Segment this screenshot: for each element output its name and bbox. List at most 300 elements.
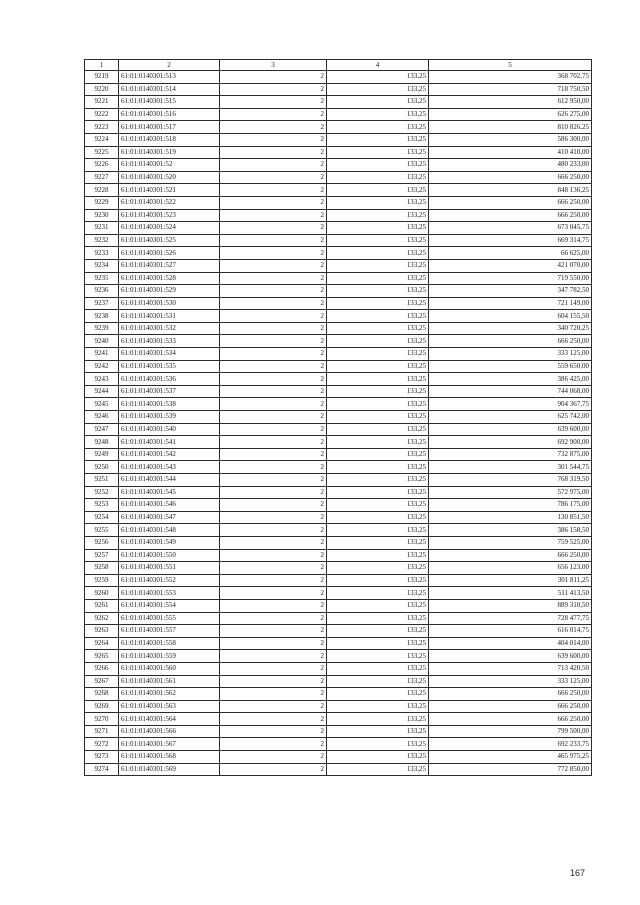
cadastral-number-cell: 61:01:0140301:561 [119,675,220,688]
table-row [85,310,592,323]
row-number-cell: 9231 [85,222,119,235]
cadastral-number-cell: 61:01:0140301:522 [119,196,220,209]
row-number-cell: 9238 [85,310,119,323]
row-number-cell: 9242 [85,360,119,373]
rate-cell: 133,25 [327,272,429,285]
rate-cell: 133,25 [327,360,429,373]
cadastral-number-cell: 61:01:0140301:534 [119,348,220,361]
row-number-cell: 9232 [85,234,119,247]
row-number-cell: 9258 [85,562,119,575]
rate-cell: 133,25 [327,121,429,134]
rate-cell: 133,25 [327,700,429,713]
row-number-cell: 9256 [85,536,119,549]
rate-cell: 133,25 [327,335,429,348]
value-cell: 368 702,75 [429,71,592,84]
cadastral-number-cell: 61:01:0140301:547 [119,511,220,524]
row-number-cell: 9227 [85,171,119,184]
value-cell: 404 014,00 [429,637,592,650]
table-row [85,423,592,436]
count-cell: 2 [220,385,327,398]
table-row [85,108,592,121]
value-cell: 480 233,00 [429,159,592,172]
row-number-cell: 9234 [85,259,119,272]
column-header-4: 4 [327,60,429,71]
cadastral-number-cell: 61:01:0140301:560 [119,662,220,675]
count-cell: 2 [220,511,327,524]
rate-cell: 133,25 [327,436,429,449]
rate-cell: 133,25 [327,373,429,386]
value-cell: 465 975,25 [429,751,592,764]
row-number-cell: 9249 [85,448,119,461]
rate-cell: 133,25 [327,423,429,436]
count-cell: 2 [220,196,327,209]
cadastral-number-cell: 61:01:0140301:568 [119,751,220,764]
count-cell: 2 [220,675,327,688]
row-number-cell: 9230 [85,209,119,222]
rate-cell: 133,25 [327,549,429,562]
count-cell: 2 [220,121,327,134]
table-row [85,499,592,512]
value-cell: 386 425,00 [429,373,592,386]
rate-cell: 133,25 [327,763,429,776]
rate-cell: 133,25 [327,662,429,675]
count-cell: 2 [220,662,327,675]
value-cell: 604 155,50 [429,310,592,323]
value-cell: 721 149,00 [429,297,592,310]
cadastral-number-cell: 61:01:0140301:567 [119,738,220,751]
rate-cell: 133,25 [327,310,429,323]
count-cell: 2 [220,285,327,298]
cadastral-number-cell: 61:01:0140301:531 [119,310,220,323]
count-cell: 2 [220,461,327,474]
value-cell: 66 625,00 [429,247,592,260]
count-cell: 2 [220,574,327,587]
count-cell: 2 [220,411,327,424]
row-number-cell: 9254 [85,511,119,524]
cadastral-number-cell: 61:01:0140301:527 [119,259,220,272]
value-cell: 848 136,25 [429,184,592,197]
rate-cell: 133,25 [327,448,429,461]
rate-cell: 133,25 [327,348,429,361]
table-row [85,461,592,474]
table-row [85,612,592,625]
rate-cell: 133,25 [327,536,429,549]
rate-cell: 133,25 [327,713,429,726]
value-cell: 728 477,75 [429,612,592,625]
rate-cell: 133,25 [327,285,429,298]
cadastral-number-cell: 61:01:0140301:540 [119,423,220,436]
cadastral-number-cell: 61:01:0140301:559 [119,650,220,663]
count-cell: 2 [220,700,327,713]
rate-cell: 133,25 [327,511,429,524]
table-row [85,285,592,298]
rate-cell: 133,25 [327,159,429,172]
rate-cell: 133,25 [327,474,429,487]
count-cell: 2 [220,322,327,335]
row-number-cell: 9240 [85,335,119,348]
column-header-2: 2 [119,60,220,71]
row-number-cell: 9244 [85,385,119,398]
rate-cell: 133,25 [327,599,429,612]
value-cell: 744 068,00 [429,385,592,398]
table-row [85,71,592,84]
cadastral-number-cell: 61:01:0140301:515 [119,96,220,109]
value-cell: 692 900,00 [429,436,592,449]
value-cell: 718 750,50 [429,83,592,96]
rate-cell: 133,25 [327,650,429,663]
table-row [85,486,592,499]
cadastral-number-cell: 61:01:0140301:546 [119,499,220,512]
table-row [85,146,592,159]
value-cell: 666 250,00 [429,549,592,562]
value-cell: 810 826,25 [429,121,592,134]
table-row [85,398,592,411]
count-cell: 2 [220,83,327,96]
cadastral-number-cell: 61:01:0140301:554 [119,599,220,612]
value-cell: 772 850,00 [429,763,592,776]
value-cell: 421 070,00 [429,259,592,272]
rate-cell: 133,25 [327,461,429,474]
cadastral-number-cell: 61:01:0140301:528 [119,272,220,285]
cadastral-number-cell: 61:01:0140301:553 [119,587,220,600]
rate-cell: 133,25 [327,562,429,575]
count-cell: 2 [220,96,327,109]
count-cell: 2 [220,637,327,650]
rate-cell: 133,25 [327,297,429,310]
row-number-cell: 9265 [85,650,119,663]
count-cell: 2 [220,587,327,600]
count-cell: 2 [220,373,327,386]
table-row [85,348,592,361]
table-row [85,738,592,751]
rate-cell: 133,25 [327,222,429,235]
value-cell: 333 125,00 [429,348,592,361]
rate-cell: 133,25 [327,146,429,159]
count-cell: 2 [220,763,327,776]
row-number-cell: 9239 [85,322,119,335]
value-cell: 666 250,00 [429,196,592,209]
cadastral-number-cell: 61:01:0140301:552 [119,574,220,587]
row-number-cell: 9243 [85,373,119,386]
table-row [85,650,592,663]
cadastral-number-cell: 61:01:0140301:555 [119,612,220,625]
table-header-row [85,60,592,71]
cadastral-number-cell: 61:01:0140301:526 [119,247,220,260]
table-row [85,587,592,600]
cadastral-number-cell: 61:01:0140301:523 [119,209,220,222]
table-row [85,297,592,310]
value-cell: 340 720,25 [429,322,592,335]
cadastral-number-cell: 61:01:0140301:549 [119,536,220,549]
row-number-cell: 9263 [85,625,119,638]
count-cell: 2 [220,259,327,272]
rate-cell: 133,25 [327,209,429,222]
rate-cell: 133,25 [327,637,429,650]
count-cell: 2 [220,398,327,411]
table-row [85,700,592,713]
row-number-cell: 9267 [85,675,119,688]
cadastral-number-cell: 61:01:0140301:543 [119,461,220,474]
table-row [85,373,592,386]
row-number-cell: 9250 [85,461,119,474]
table-row [85,524,592,537]
table-row [85,549,592,562]
table-row [85,411,592,424]
table-row [85,448,592,461]
rate-cell: 133,25 [327,612,429,625]
row-number-cell: 9222 [85,108,119,121]
row-number-cell: 9272 [85,738,119,751]
cadastral-number-cell: 61:01:0140301:533 [119,335,220,348]
cadastral-number-cell: 61:01:0140301:548 [119,524,220,537]
cadastral-number-cell: 61:01:0140301:562 [119,688,220,701]
count-cell: 2 [220,360,327,373]
table-row [85,436,592,449]
table-row [85,171,592,184]
rate-cell: 133,25 [327,738,429,751]
row-number-cell: 9237 [85,297,119,310]
row-number-cell: 9229 [85,196,119,209]
count-cell: 2 [220,650,327,663]
count-cell: 2 [220,599,327,612]
row-number-cell: 9269 [85,700,119,713]
table-row [85,562,592,575]
cadastral-number-cell: 61:01:0140301:558 [119,637,220,650]
value-cell: 626 275,00 [429,108,592,121]
value-cell: 719 550,00 [429,272,592,285]
table-row [85,385,592,398]
count-cell: 2 [220,524,327,537]
rate-cell: 133,25 [327,486,429,499]
value-cell: 768 319,50 [429,474,592,487]
table-row [85,259,592,272]
row-number-cell: 9255 [85,524,119,537]
row-number-cell: 9268 [85,688,119,701]
count-cell: 2 [220,146,327,159]
value-cell: 586 300,00 [429,133,592,146]
row-number-cell: 9248 [85,436,119,449]
table-row [85,625,592,638]
table-row [85,222,592,235]
table-row [85,247,592,260]
count-cell: 2 [220,549,327,562]
column-header-3: 3 [220,60,327,71]
table-row [85,360,592,373]
rate-cell: 133,25 [327,688,429,701]
rate-cell: 133,25 [327,171,429,184]
value-cell: 347 782,50 [429,285,592,298]
table-row [85,763,592,776]
value-cell: 666 250,00 [429,335,592,348]
cadastral-number-cell: 61:01:0140301:52 [119,159,220,172]
count-cell: 2 [220,184,327,197]
row-number-cell: 9219 [85,71,119,84]
row-number-cell: 9264 [85,637,119,650]
count-cell: 2 [220,536,327,549]
row-number-cell: 9260 [85,587,119,600]
rate-cell: 133,25 [327,108,429,121]
count-cell: 2 [220,423,327,436]
rate-cell: 133,25 [327,499,429,512]
value-cell: 410 410,00 [429,146,592,159]
rate-cell: 133,25 [327,96,429,109]
cadastral-number-cell: 61:01:0140301:564 [119,713,220,726]
rate-cell: 133,25 [327,574,429,587]
value-cell: 732 875,00 [429,448,592,461]
cadastral-number-cell: 61:01:0140301:542 [119,448,220,461]
value-cell: 889 310,50 [429,599,592,612]
count-cell: 2 [220,725,327,738]
value-cell: 904 367,75 [429,398,592,411]
rate-cell: 133,25 [327,184,429,197]
table-row [85,751,592,764]
table-row [85,675,592,688]
row-number-cell: 9261 [85,599,119,612]
rate-cell: 133,25 [327,71,429,84]
row-number-cell: 9246 [85,411,119,424]
table-row [85,713,592,726]
table-row [85,725,592,738]
count-cell: 2 [220,335,327,348]
row-number-cell: 9245 [85,398,119,411]
rate-cell: 133,25 [327,725,429,738]
cadastral-number-cell: 61:01:0140301:569 [119,763,220,776]
row-number-cell: 9251 [85,474,119,487]
value-cell: 511 413,50 [429,587,592,600]
count-cell: 2 [220,133,327,146]
value-cell: 625 742,00 [429,411,592,424]
row-number-cell: 9223 [85,121,119,134]
table-row [85,688,592,701]
table-row [85,121,592,134]
cadastral-number-cell: 61:01:0140301:520 [119,171,220,184]
table-row [85,574,592,587]
cadastral-table [84,59,592,776]
cadastral-number-cell: 61:01:0140301:563 [119,700,220,713]
row-number-cell: 9274 [85,763,119,776]
count-cell: 2 [220,688,327,701]
value-cell: 639 600,00 [429,650,592,663]
value-cell: 799 500,00 [429,725,592,738]
rate-cell: 133,25 [327,411,429,424]
count-cell: 2 [220,209,327,222]
rate-cell: 133,25 [327,524,429,537]
rate-cell: 133,25 [327,587,429,600]
row-number-cell: 9236 [85,285,119,298]
cadastral-number-cell: 61:01:0140301:532 [119,322,220,335]
count-cell: 2 [220,562,327,575]
row-number-cell: 9221 [85,96,119,109]
count-cell: 2 [220,234,327,247]
rate-cell: 133,25 [327,234,429,247]
row-number-cell: 9224 [85,133,119,146]
count-cell: 2 [220,348,327,361]
count-cell: 2 [220,272,327,285]
value-cell: 666 250,00 [429,713,592,726]
cadastral-number-cell: 61:01:0140301:519 [119,146,220,159]
row-number-cell: 9247 [85,423,119,436]
rate-cell: 133,25 [327,83,429,96]
count-cell: 2 [220,297,327,310]
cadastral-number-cell: 61:01:0140301:521 [119,184,220,197]
cadastral-number-cell: 61:01:0140301:544 [119,474,220,487]
count-cell: 2 [220,171,327,184]
table-row [85,83,592,96]
cadastral-number-cell: 61:01:0140301:513 [119,71,220,84]
count-cell: 2 [220,625,327,638]
value-cell: 559 650,00 [429,360,592,373]
row-number-cell: 9266 [85,662,119,675]
count-cell: 2 [220,713,327,726]
cadastral-number-cell: 61:01:0140301:566 [119,725,220,738]
row-number-cell: 9228 [85,184,119,197]
row-number-cell: 9259 [85,574,119,587]
value-cell: 301 544,75 [429,461,592,474]
value-cell: 786 175,00 [429,499,592,512]
value-cell: 759 525,00 [429,536,592,549]
table-row [85,474,592,487]
cadastral-number-cell: 61:01:0140301:516 [119,108,220,121]
table-row [85,599,592,612]
value-cell: 713 420,50 [429,662,592,675]
table-row [85,184,592,197]
table-row [85,335,592,348]
cadastral-number-cell: 61:01:0140301:529 [119,285,220,298]
cadastral-number-cell: 61:01:0140301:524 [119,222,220,235]
row-number-cell: 9257 [85,549,119,562]
table-row [85,272,592,285]
table-body [85,71,592,776]
cadastral-number-cell: 61:01:0140301:514 [119,83,220,96]
count-cell: 2 [220,486,327,499]
value-cell: 301 811,25 [429,574,592,587]
cadastral-number-cell: 61:01:0140301:518 [119,133,220,146]
table-row [85,159,592,172]
rate-cell: 133,25 [327,751,429,764]
table-row [85,209,592,222]
row-number-cell: 9233 [85,247,119,260]
cadastral-number-cell: 61:01:0140301:525 [119,234,220,247]
table-row [85,196,592,209]
count-cell: 2 [220,310,327,323]
cadastral-number-cell: 61:01:0140301:537 [119,385,220,398]
cadastral-number-cell: 61:01:0140301:557 [119,625,220,638]
table-row [85,234,592,247]
row-number-cell: 9271 [85,725,119,738]
cadastral-number-cell: 61:01:0140301:541 [119,436,220,449]
cadastral-number-cell: 61:01:0140301:550 [119,549,220,562]
row-number-cell: 9270 [85,713,119,726]
cadastral-number-cell: 61:01:0140301:536 [119,373,220,386]
rate-cell: 133,25 [327,322,429,335]
value-cell: 572 975,00 [429,486,592,499]
value-cell: 130 851,50 [429,511,592,524]
value-cell: 666 250,00 [429,171,592,184]
table-row [85,96,592,109]
column-header-1: 1 [85,60,119,71]
row-number-cell: 9273 [85,751,119,764]
count-cell: 2 [220,751,327,764]
count-cell: 2 [220,71,327,84]
row-number-cell: 9226 [85,159,119,172]
table-row [85,322,592,335]
cadastral-number-cell: 61:01:0140301:551 [119,562,220,575]
value-cell: 666 250,00 [429,700,592,713]
value-cell: 616 014,75 [429,625,592,638]
rate-cell: 133,25 [327,625,429,638]
count-cell: 2 [220,738,327,751]
column-header-5: 5 [429,60,592,71]
